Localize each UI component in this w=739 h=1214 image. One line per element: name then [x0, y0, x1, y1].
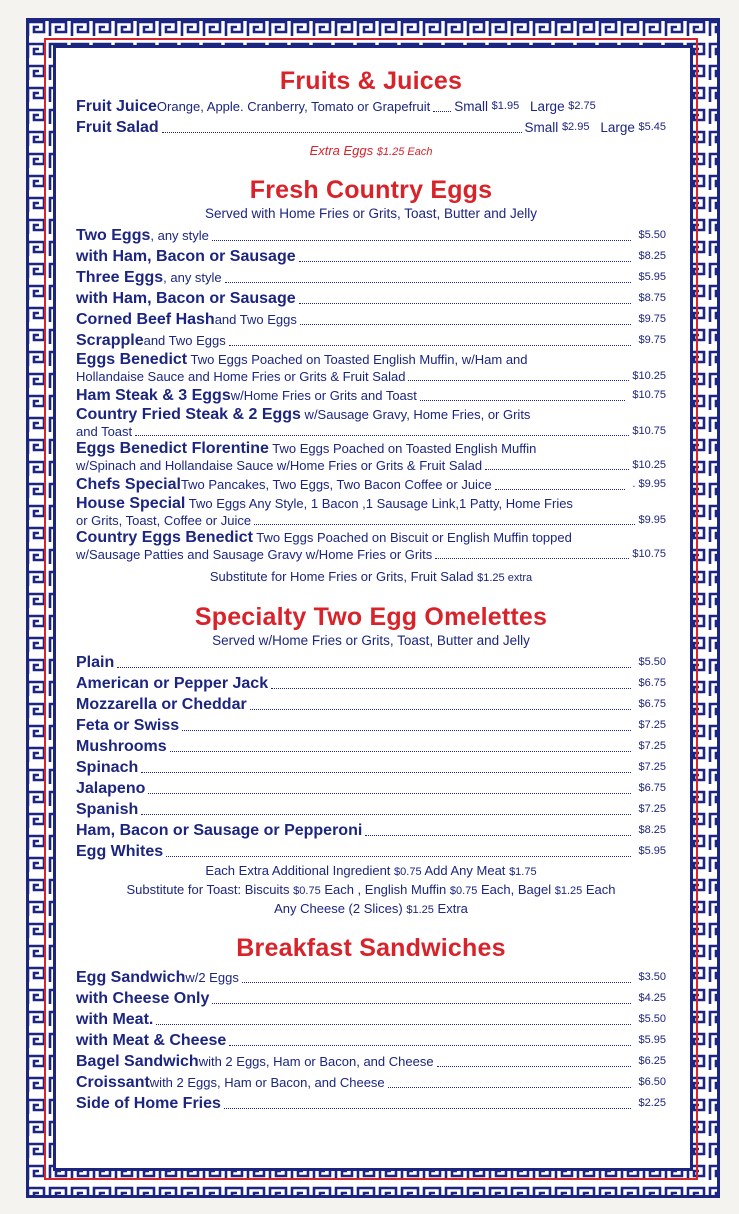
menu-item: [76, 1009, 666, 1030]
item-desc: or Grits, Toast, Coffee or Juice: [76, 513, 252, 528]
note-price: $1.25 Each: [376, 146, 433, 158]
item-name: Plain: [76, 654, 115, 671]
menu-item: [76, 736, 666, 757]
extra-eggs-note: [76, 142, 666, 161]
size-label: Small: [524, 120, 559, 135]
eggs-substitute-note: [76, 568, 666, 587]
price: $7.25: [638, 719, 666, 731]
item-name: Fruit Juice: [76, 98, 157, 115]
menu-item: [76, 778, 666, 799]
item-desc: with 2 Eggs, Ham or Bacon, and Cheese: [149, 1075, 385, 1090]
menu-item: [76, 694, 666, 715]
item-name: Corned Beef Hash: [76, 311, 215, 328]
leader-dots: [420, 400, 625, 401]
note-line: [76, 881, 666, 900]
note-label: Extra Eggs: [309, 143, 374, 158]
leader-dots: [435, 558, 629, 559]
price: $5.45: [638, 121, 666, 133]
note-text: Add Any Meat: [424, 863, 506, 878]
price: $2.95: [561, 121, 590, 133]
note-text: Each , English Muffin: [324, 882, 447, 897]
leader-dots: [485, 469, 629, 470]
price: $6.75: [638, 677, 666, 689]
leader-dots: [299, 303, 632, 304]
price: $4.25: [638, 992, 666, 1004]
menu-item: [76, 288, 666, 309]
section-title-eggs: Fresh Country Eggs: [249, 176, 493, 204]
leader-dots: [170, 751, 632, 752]
leader-dots: [408, 380, 629, 381]
item-desc: with 2 Eggs, Ham or Bacon, and Cheese: [198, 1054, 434, 1069]
item-name: Two Eggs: [76, 227, 151, 244]
item-desc: Orange, Apple. Cranberry, Tomato or Grapefruit: [156, 99, 431, 114]
menu-item: [76, 1051, 666, 1072]
item-desc: , any style: [150, 228, 209, 243]
price: $10.75: [632, 548, 666, 560]
item-desc: and Two Eggs: [143, 333, 226, 348]
item-name: with Meat.: [76, 1011, 154, 1028]
omelettes-list: [76, 652, 666, 862]
item-name: Jalapeno: [76, 780, 146, 797]
item-name: Mushrooms: [76, 738, 167, 755]
item-name: House Special: [76, 495, 186, 512]
note-text: Each, Bagel: [480, 882, 552, 897]
leader-dots: [250, 709, 632, 710]
menu-item: [76, 529, 666, 563]
item-desc: Two Eggs Poached on Toasted English Muffin: [268, 441, 537, 456]
fruit-salad-row: [76, 117, 666, 138]
note-price: $1.75: [509, 866, 537, 878]
item-name: Ham, Bacon or Sausage or Pepperoni: [76, 822, 363, 839]
leader-dots: [388, 1087, 632, 1088]
leader-dots: [271, 688, 631, 689]
item-name: American or Pepper Jack: [76, 675, 269, 692]
price: $7.25: [638, 803, 666, 815]
item-name: Croissant: [76, 1074, 150, 1091]
size-label: Large: [600, 120, 635, 135]
price: $9.95: [638, 514, 666, 526]
section-subtitle: Served with Home Fries or Grits, Toast, Butter and Jelly: [204, 206, 538, 221]
item-desc: , any style: [163, 270, 222, 285]
note-line: [76, 900, 666, 919]
item-name: Spanish: [76, 801, 139, 818]
item-name: Egg Sandwich: [76, 969, 186, 986]
price: $1.95: [491, 100, 520, 112]
note-text: Extra: [437, 901, 468, 916]
item-desc: w/2 Eggs: [185, 970, 239, 985]
sandwiches-list: [76, 967, 666, 1114]
eggs-list: [76, 225, 666, 563]
note-price: $0.75: [293, 885, 321, 897]
price: $8.25: [638, 824, 666, 836]
price: $6.75: [638, 782, 666, 794]
item-name: with Meat & Cheese: [76, 1032, 227, 1049]
price: $10.25: [632, 459, 666, 471]
note-price: $1.25: [554, 885, 583, 897]
price: $10.75: [632, 425, 666, 437]
item-name: with Ham, Bacon or Sausage: [76, 248, 296, 265]
leader-dots: [254, 524, 635, 525]
menu-item: [76, 440, 666, 474]
menu-item: [76, 820, 666, 841]
leader-dots: [229, 1045, 631, 1046]
note-text: Each Extra Additional Ingredient: [205, 863, 391, 878]
menu-item: [76, 841, 666, 862]
item-name: Eggs Benedict: [76, 351, 188, 368]
menu-item: [76, 267, 666, 288]
leader-dots: [224, 1108, 632, 1109]
leader-dots: [299, 261, 632, 262]
item-name: Chefs Special: [76, 476, 181, 493]
item-desc: and Toast: [76, 424, 133, 439]
price: $5.50: [638, 229, 666, 241]
price: $5.50: [638, 1013, 666, 1025]
section-title-omelettes: Specialty Two Egg Omelettes: [194, 603, 548, 631]
leader-dots: [141, 772, 631, 773]
menu-item: [76, 673, 666, 694]
price: $10.75: [632, 389, 666, 401]
price: $3.50: [638, 971, 666, 983]
item-name: Spinach: [76, 759, 139, 776]
item-name: Ham Steak & 3 Eggs: [76, 387, 231, 404]
fruit-juice-row: [76, 96, 666, 117]
item-desc: w/Spinach and Hollandaise Sauce w/Home Fries or Grits & Fruit Salad: [76, 458, 483, 473]
price: $7.25: [638, 761, 666, 773]
item-name: Bagel Sandwich: [76, 1053, 199, 1070]
leader-dots: [166, 856, 631, 857]
leader-dots: [212, 1003, 631, 1004]
size-label: Small: [454, 99, 489, 114]
item-desc: Two Pancakes, Two Eggs, Two Bacon Coffee or Juice: [180, 477, 492, 492]
price: $2.25: [638, 1097, 666, 1109]
leader-dots: [365, 835, 631, 836]
note-text: Any Cheese (2 Slices): [274, 901, 403, 916]
price: $2.75: [568, 100, 596, 112]
leader-dots: [433, 111, 451, 112]
menu-item: [76, 799, 666, 820]
menu-item: [76, 385, 666, 406]
leader-dots: [437, 1066, 632, 1067]
item-desc: w/Sausage Patties and Sausage Gravy w/Home Fries or Grits: [76, 547, 433, 562]
item-name: Eggs Benedict Florentine: [76, 440, 269, 457]
price: $5.95: [638, 845, 666, 857]
note-price: $1.25: [406, 904, 434, 916]
item-name: Country Fried Steak & 2 Eggs: [76, 406, 301, 423]
item-desc: w/Home Fries or Grits and Toast: [230, 388, 417, 403]
price: $9.75: [638, 313, 666, 325]
menu-item: [76, 225, 666, 246]
note-price: $0.75: [449, 885, 478, 897]
note-price: $0.75: [394, 866, 422, 878]
leader-dots: [141, 814, 631, 815]
price: $6.75: [638, 698, 666, 710]
item-desc: Two Eggs Any Style, 1 Bacon ,1 Sausage Link,1 Patty, Home Fries: [185, 496, 573, 511]
leader-dots: [225, 282, 632, 283]
item-desc: and Two Eggs: [214, 312, 297, 327]
price: $5.95: [638, 271, 666, 283]
price: $7.25: [638, 740, 666, 752]
item-name: Mozzarella or Cheddar: [76, 696, 247, 713]
price: $5.50: [638, 656, 666, 668]
menu-item: [76, 351, 666, 385]
leader-dots: [148, 793, 631, 794]
price: $5.95: [638, 1034, 666, 1046]
section-subtitle: Served w/Home Fries or Grits, Toast, Butter and Jelly: [212, 633, 530, 648]
item-name: Country Eggs Benedict: [76, 529, 253, 546]
item-desc: Two Eggs Poached on Biscuit or English Muffin topped: [252, 530, 572, 545]
leader-dots: [135, 435, 629, 436]
leader-dots: [242, 982, 632, 983]
size-label: Large: [530, 99, 565, 114]
menu-item: [76, 1093, 666, 1114]
menu-item: [76, 495, 666, 529]
note-text: Substitute for Toast: Biscuits: [126, 882, 290, 897]
menu-item: [76, 1072, 666, 1093]
menu-item: [76, 246, 666, 267]
item-name: with Ham, Bacon or Sausage: [76, 290, 296, 307]
price: $6.50: [638, 1076, 666, 1088]
leader-dots: [212, 240, 632, 241]
price: $6.25: [638, 1055, 666, 1067]
note-text: Substitute for Home Fries or Grits, Fruit Salad: [209, 569, 474, 584]
item-desc: Two Eggs Poached on Toasted English Muffin, w/Ham and: [187, 352, 528, 367]
menu-item: [76, 406, 666, 440]
section-title-fruits: Fruits & Juices: [279, 67, 463, 95]
price: $10.25: [632, 370, 666, 382]
item-name: Egg Whites: [76, 843, 164, 860]
leader-dots: [229, 345, 632, 346]
menu-item: [76, 967, 666, 988]
price: $9.75: [638, 334, 666, 346]
menu-item: [76, 988, 666, 1009]
leader-dots: [300, 324, 632, 325]
menu-item: [76, 330, 666, 351]
item-name: Side of Home Fries: [76, 1095, 221, 1112]
item-name: Fruit Salad: [76, 119, 159, 136]
price: . $9.95: [632, 478, 666, 490]
item-name: Three Eggs: [76, 269, 164, 286]
note-price: $1.25 extra: [477, 572, 533, 584]
menu-item: [76, 757, 666, 778]
omelette-notes: [76, 862, 666, 919]
note-line: [76, 862, 666, 881]
menu-item: [76, 1030, 666, 1051]
section-title-sandwiches: Breakfast Sandwiches: [236, 934, 506, 962]
menu-item: [76, 652, 666, 673]
leader-dots: [495, 489, 626, 490]
item-name: Feta or Swiss: [76, 717, 180, 734]
leader-dots: [156, 1024, 631, 1025]
menu-item: [76, 309, 666, 330]
item-desc: w/Sausage Gravy, Home Fries, or Grits: [300, 407, 531, 422]
leader-dots: [117, 667, 631, 668]
item-desc: Hollandaise Sauce and Home Fries or Grits & Fruit Salad: [76, 369, 406, 384]
item-name: with Cheese Only: [76, 990, 210, 1007]
menu-item: [76, 715, 666, 736]
leader-dots: [162, 132, 522, 133]
price: $8.25: [638, 250, 666, 262]
item-name: Scrapple: [76, 332, 144, 349]
menu-content: [76, 60, 666, 1114]
note-text: Each: [585, 882, 616, 897]
menu-item: [76, 474, 666, 495]
price: $8.75: [638, 292, 666, 304]
leader-dots: [182, 730, 631, 731]
